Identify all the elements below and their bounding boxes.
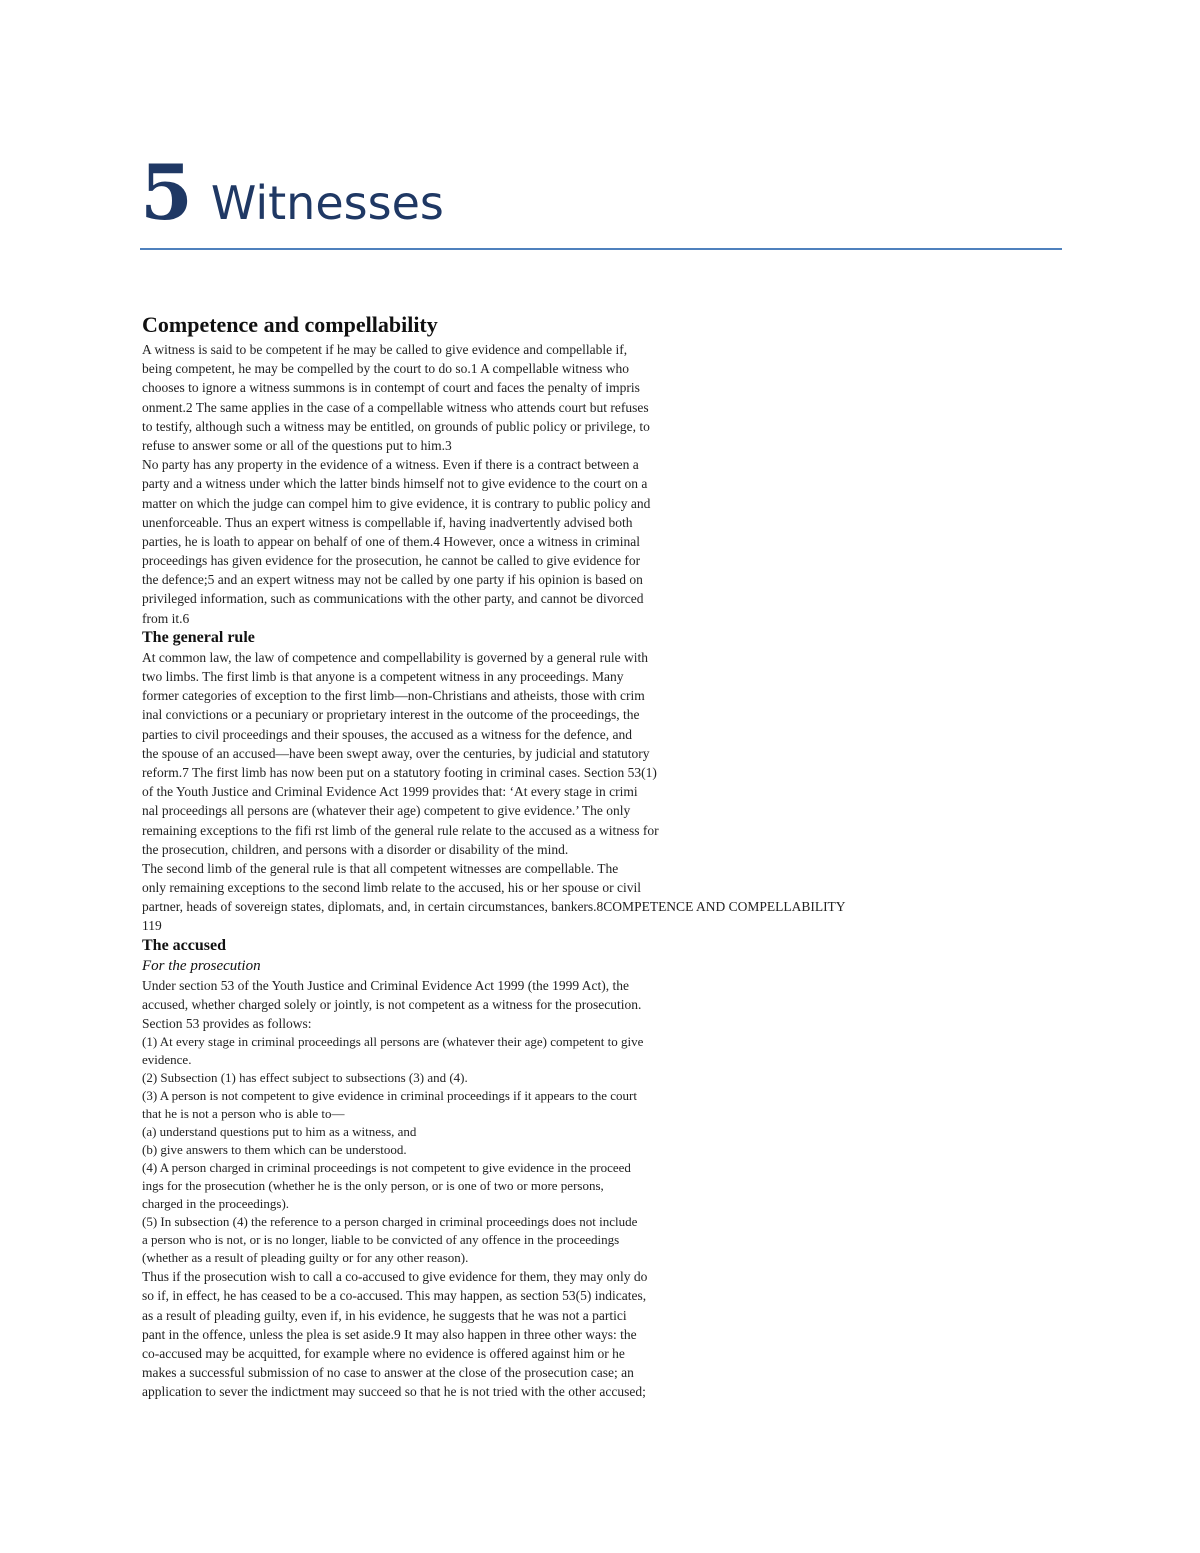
- chapter-title: Witnesses: [210, 176, 444, 230]
- text-line: (3) A person is not competent to give evidence in criminal proceedings if it appears to the court: [142, 1088, 637, 1104]
- text-line: former categories of exception to the first limb—non-Christians and atheists, those with crim: [142, 688, 645, 704]
- document-body: [142, 310, 972, 1402]
- text-line: from it.6: [142, 610, 190, 626]
- text-line: as a result of pleading guilty, even if, in his evidence, he suggests that he was not a partici: [142, 1307, 627, 1323]
- text-line: the defence;5 and an expert witness may not be called by one party if his opinion is based on: [142, 572, 643, 588]
- chapter-number: 5: [140, 148, 193, 237]
- text-line: onment.2 The same applies in the case of a compellable witness who attends court but refuses: [142, 399, 649, 415]
- text-line: (a) understand questions put to him as a witness, and: [142, 1124, 417, 1140]
- text-line: (2) Subsection (1) has effect subject to subsections (3) and (4).: [142, 1070, 468, 1086]
- paragraph: [142, 976, 972, 1034]
- text-line: that he is not a person who is able to—: [142, 1106, 345, 1122]
- text-line: a person who is not, or is no longer, liable to be convicted of any offence in the proceedings: [142, 1232, 620, 1248]
- text-line: At common law, the law of competence and compellability is governed by a general rule with: [142, 649, 648, 665]
- text-line: privileged information, such as communications with the other party, and cannot be divorced: [142, 591, 644, 607]
- text-line: No party has any property in the evidence of a witness. Even if there is a contract between a: [142, 457, 639, 473]
- text-line: (whether as a result of pleading guilty or for any other reason).: [142, 1250, 469, 1266]
- text-line: co-accused may be acquitted, for example where no evidence is offered against him or he: [142, 1345, 625, 1361]
- text-line: Section 53 provides as follows:: [142, 1016, 312, 1031]
- text-line: (b) give answers to them which can be understood.: [142, 1142, 407, 1158]
- text-line: accused, whether charged solely or jointly, is not competent as a witness for the prosecution.: [142, 996, 642, 1012]
- chapter-heading: [140, 148, 444, 237]
- text-line: pant in the offence, unless the plea is set aside.9 It may also happen in three other ways: the: [142, 1326, 637, 1342]
- text-line: so if, in effect, he has ceased to be a co-accused. This may happen, as section 53(5) indicates,: [142, 1288, 647, 1304]
- section-heading-competence: Competence and compellability: [142, 312, 438, 337]
- text-line: unenforceable. Thus an expert witness is compellable if, having inadvertently advised both: [142, 514, 633, 530]
- text-line: charged in the proceedings).: [142, 1196, 290, 1212]
- text-line: the spouse of an accused—have been swept away, over the centuries, by judicial and statutory: [142, 745, 650, 761]
- text-line: The second limb of the general rule is that all competent witnesses are compellable. The: [142, 860, 619, 876]
- subsection-heading-prosecution: For the prosecution: [142, 957, 261, 974]
- text-line: of the Youth Justice and Criminal Evidence Act 1999 provides that: ‘At every stage in crimi: [142, 784, 638, 800]
- text-line: proceedings has given evidence for the prosecution, he cannot be called to give evidence for: [142, 553, 641, 569]
- section-heading-accused: The accused: [142, 936, 226, 954]
- text-line: (1) At every stage in criminal proceedings all persons are (whatever their age) competent to give: [142, 1034, 644, 1050]
- statute-quote: [142, 1033, 972, 1267]
- text-line: to testify, although such a witness may be entitled, on grounds of public policy or privilege, to: [142, 418, 650, 434]
- text-line: Under section 53 of the Youth Justice and Criminal Evidence Act 1999 (the 1999 Act), the: [142, 977, 630, 993]
- text-line: A witness is said to be competent if he may be called to give evidence and compellable if,: [142, 342, 628, 357]
- text-line: refuse to answer some or all of the questions put to him.3: [142, 437, 452, 453]
- text-line: party and a witness under which the latter binds himself not to give evidence to the court on a: [142, 476, 648, 492]
- text-line: evidence.: [142, 1052, 192, 1068]
- text-line: reform.7 The first limb has now been put on a statutory footing in criminal cases. Section 53(1): [142, 764, 657, 780]
- paragraph: [142, 455, 972, 628]
- chapter-divider: [140, 248, 1062, 250]
- text-line: nal proceedings all persons are (whatever their age) competent to give evidence.’ The only: [142, 803, 631, 819]
- paragraph: [142, 340, 972, 455]
- text-line: inal convictions or a pecuniary or proprietary interest in the outcome of the proceedings, the: [142, 707, 640, 723]
- text-line: 119: [142, 918, 162, 934]
- text-line: parties, he is loath to appear on behalf of one of them.4 However, once a witness in criminal: [142, 533, 641, 549]
- text-line: (4) A person charged in criminal proceedings is not competent to give evidence in the proceed: [142, 1160, 631, 1176]
- text-line: remaining exceptions to the fifi rst limb of the general rule relate to the accused as a witness for: [142, 822, 659, 838]
- text-line: ings for the prosecution (whether he is the only person, or is one of two or more persons,: [142, 1178, 604, 1194]
- text-line: partner, heads of sovereign states, diplomats, and, in certain circumstances, bankers.8COMPETENCE AND COMPELLABILITY: [142, 899, 846, 915]
- text-line: application to sever the indictment may succeed so that he is not tried with the other accused;: [142, 1384, 646, 1400]
- paragraph: [142, 648, 972, 859]
- text-line: two limbs. The first limb is that anyone is a competent witness in any proceedings. Many: [142, 669, 624, 684]
- paragraph: [142, 859, 972, 936]
- text-line: makes a successful submission of no case to answer at the close of the prosecution case; an: [142, 1365, 634, 1381]
- text-line: only remaining exceptions to the second limb relate to the accused, his or her spouse or civil: [142, 880, 641, 896]
- text-line: parties to civil proceedings and their spouses, the accused as a witness for the defence, and: [142, 726, 632, 742]
- text-line: (5) In subsection (4) the reference to a person charged in criminal proceedings does not include: [142, 1214, 638, 1230]
- text-line: Thus if the prosecution wish to call a co-accused to give evidence for them, they may only do: [142, 1269, 648, 1285]
- text-line: matter on which the judge can compel him to give evidence, it is contrary to public policy and: [142, 495, 651, 511]
- text-line: being competent, he may be compelled by the court to do so.1 A compellable witness who: [142, 361, 630, 377]
- paragraph: [142, 1267, 972, 1401]
- text-line: the prosecution, children, and persons with a disorder or disability of the mind.: [142, 841, 569, 857]
- section-heading-general-rule: The general rule: [142, 628, 255, 646]
- text-line: chooses to ignore a witness summons is in contempt of court and faces the penalty of impris: [142, 380, 640, 396]
